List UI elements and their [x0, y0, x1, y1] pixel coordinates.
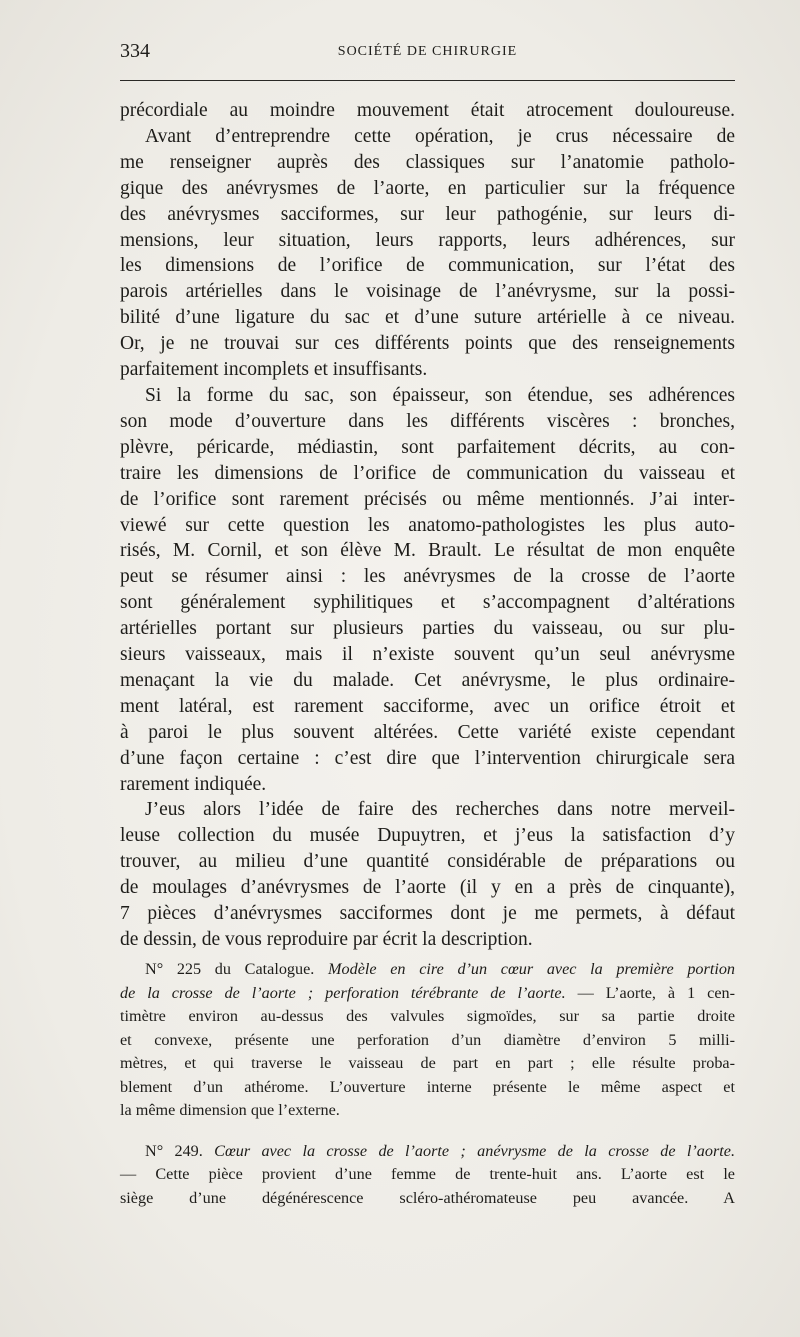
catalogue-entry-225: [120, 958, 735, 1123]
page-number: 334: [120, 40, 150, 62]
text-line: 7 pièces d’anévrysmes sacciformes dont je me permets, à défaut: [120, 903, 735, 925]
note-number: N° 249.: [145, 1141, 203, 1160]
text-line: plèvre, péricarde, médiastin, sont parfaitement décrits, au con-: [120, 436, 735, 458]
text-line: Or, je ne trouvai sur ces différents points que des renseignements: [120, 333, 735, 355]
text-line: gique des anévrysmes de l’aorte, en particulier sur la fréquence: [120, 177, 735, 199]
text-line: trouver, au milieu d’une quantité considérable de préparations ou: [120, 851, 735, 873]
note-title: Modèle en cire d’un cœur avec la première portion: [328, 960, 736, 978]
text-line: me renseigner auprès des classiques sur l’anatomie patholo-: [120, 151, 735, 173]
text-line: à paroi le plus souvent altérées. Cette variété existe cependant: [120, 721, 735, 743]
note-title: de la crosse de l’aorte ; perforation térébrante de l’aorte.: [120, 983, 566, 1002]
note-number: N° 225 du Catalogue.: [145, 960, 315, 978]
text-line: sont généralement syphilitiques et s’accompagnent d’altérations: [120, 592, 735, 614]
text-line: d’une façon certaine : c’est dire que l’intervention chirurgicale sera: [120, 747, 735, 769]
running-head: SOCIÉTÉ DE CHIRURGIE: [337, 44, 518, 59]
page-header: [120, 40, 735, 70]
note-line: [120, 982, 735, 1006]
note-line: timètre environ au-dessus des valvules sigmoïdes, sur sa partie droite: [120, 1007, 735, 1025]
text-line: parois artérielles dans le voisinage de l’anévrysme, sur la possi-: [120, 281, 735, 303]
text-line: bilité d’une ligature du sac et d’une suture artérielle à ce niveau.: [120, 307, 735, 329]
text-line: précordiale au moindre mouvement était atrocement douloureuse.: [120, 100, 735, 121]
note-line: la même dimension que l’externe.: [120, 1101, 340, 1119]
note-line: [120, 958, 735, 982]
header-rule: [120, 80, 735, 81]
text-line: des anévrysmes sacciformes, sur leur pathogénie, sur leurs di-: [120, 203, 735, 225]
text-line: son mode d’ouverture dans les différents viscères : bronches,: [120, 410, 735, 432]
paragraph-start-line: Avant d’entreprendre cette opération, je crus nécessaire de: [145, 125, 735, 147]
text-line: artérielles portant sur plusieurs parties du vaisseau, ou sur plu-: [120, 618, 735, 640]
note-line: mètres, et qui traverse le vaisseau de part en part ; elle résulte proba-: [120, 1054, 735, 1072]
note-line: siège d’une dégénérescence scléro-athéromateuse peu avancée. A: [120, 1188, 735, 1207]
paragraph-end-line: de dessin, de vous reproduire par écrit la description.: [120, 929, 533, 950]
catalogue-notes: [120, 958, 735, 1227]
catalogue-entry-249: [120, 1140, 735, 1211]
note-title: Cœur avec la crosse de l’aorte ; anévrysme de la crosse de l’aorte.: [214, 1141, 735, 1160]
text-line: ment latéral, est rarement sacciforme, avec un orifice étroit et: [120, 695, 735, 717]
text-line: risés, M. Cornil, et son élève M. Brault. Le résultat de mon enquête: [120, 540, 735, 562]
note-line: [120, 1140, 735, 1164]
text-line: leuse collection du musée Dupuytren, et j’eus la satisfaction d’y: [120, 825, 735, 847]
main-text: [120, 98, 735, 953]
paragraph-start-line: J’eus alors l’idée de faire des recherches dans notre merveil-: [145, 799, 735, 821]
note-text: — L’aorte, à 1 cen-: [565, 983, 735, 1002]
paragraph-start-line: Si la forme du sac, son épaisseur, son étendue, ses adhérences: [145, 384, 735, 406]
text-line: traire les dimensions de l’orifice de communication du vaisseau et: [120, 462, 735, 484]
note-line: — Cette pièce provient d’une femme de trente-huit ans. L’aorte est le: [120, 1165, 735, 1183]
paragraph-end-line: parfaitement incomplets et insuffisants.: [120, 359, 428, 381]
text-line: les dimensions de l’orifice de communication, sur l’état des: [120, 255, 735, 277]
text-line: de moulages d’anévrysmes de l’aorte (il y en a près de cinquante),: [120, 877, 735, 899]
text-line: peut se résumer ainsi : les anévrysmes de la crosse de l’aorte: [120, 566, 735, 588]
text-line: mensions, leur situation, leurs rapports, leurs adhérences, sur: [120, 229, 735, 251]
text-line: viewé sur cette question les anatomo-pathologistes les plus auto-: [120, 514, 735, 536]
note-line: et convexe, présente une perforation d’un diamètre d’environ 5 milli-: [120, 1030, 735, 1049]
text-line: menaçant la vie du malade. Cet anévrysme, le plus ordinaire-: [120, 669, 735, 691]
paragraph-end-line: rarement indiquée.: [120, 773, 267, 795]
text-line: sieurs vaisseaux, mais il n’existe souvent qu’un seul anévrysme: [120, 644, 735, 666]
text-line: de l’orifice sont rarement précisés ou même mentionnés. J’ai inter-: [120, 488, 735, 510]
note-line: blement d’un athérome. L’ouverture interne présente le même aspect et: [120, 1077, 735, 1096]
